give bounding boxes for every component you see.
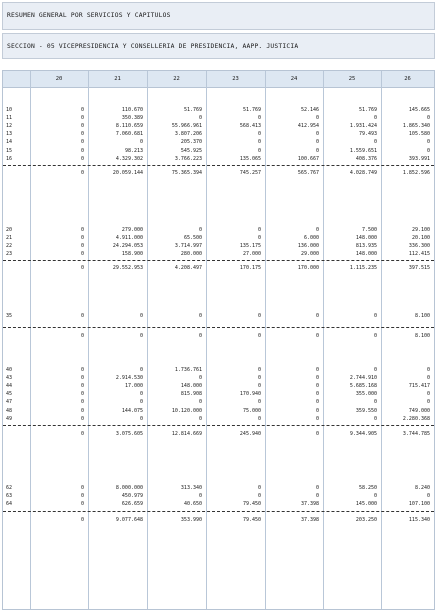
row-value: 4.911.000: [115, 235, 143, 242]
row-value: 0: [373, 115, 377, 122]
row-value: 0: [80, 227, 84, 233]
row-value: 0: [198, 375, 202, 382]
row-value: 0: [426, 399, 430, 406]
row-value: 20.059.144: [112, 169, 143, 176]
row-value: 58.250: [358, 485, 377, 491]
row-value: 4.329.302: [115, 155, 143, 162]
table-row: [3, 408, 434, 415]
row-code: 15: [6, 147, 13, 154]
row-value: 0: [80, 131, 84, 138]
row-value: 0: [80, 123, 84, 130]
row-value: 0: [80, 517, 84, 524]
row-value: 0: [426, 493, 430, 500]
table-row: [3, 399, 434, 406]
row-value: 0: [373, 333, 377, 340]
row-value: 110.670: [121, 107, 143, 113]
row-value: 145.665: [408, 107, 430, 113]
row-value: 105.580: [408, 131, 430, 138]
row-value: 6.000: [303, 235, 319, 242]
column-header: 20: [55, 76, 63, 82]
row-value: 27.000: [242, 251, 261, 258]
subtotal-separator: [3, 425, 434, 426]
row-value: 135.175: [239, 243, 261, 250]
row-value: 79.450: [242, 501, 261, 508]
row-value: 0: [198, 313, 202, 319]
row-value: 203.250: [355, 517, 377, 524]
row-value: 2.914.530: [115, 375, 143, 382]
row-value: 29.100: [411, 227, 430, 233]
row-value: 279.000: [121, 227, 143, 233]
row-value: 0: [315, 415, 319, 422]
row-value: 0: [80, 313, 84, 319]
row-value: 100.667: [297, 155, 319, 162]
row-value: 75.365.394: [171, 169, 202, 176]
row-value: 0: [139, 399, 143, 406]
row-value: 359.550: [355, 407, 377, 414]
row-value: 0: [315, 391, 319, 398]
row-code: 23: [6, 251, 13, 258]
row-value: 29.552.953: [112, 265, 143, 272]
row-value: 0: [426, 367, 430, 373]
row-value: 0: [198, 115, 202, 122]
row-value: 40.650: [183, 501, 202, 508]
row-value: 2.280.368: [402, 415, 430, 422]
row-value: 0: [257, 131, 261, 138]
table-row: [3, 139, 434, 146]
table-row: [3, 383, 434, 390]
row-value: 0: [80, 107, 84, 113]
row-value: 393.991: [408, 155, 430, 162]
row-value: 0: [257, 485, 261, 491]
row-code: 62: [6, 485, 13, 491]
row-value: 0: [198, 399, 202, 406]
row-value: 3.744.785: [402, 430, 430, 437]
row-value: 3.075.605: [115, 430, 143, 437]
row-value: 0: [80, 243, 84, 250]
row-value: 148.000: [355, 235, 377, 242]
subtotal-row: [3, 431, 434, 438]
table-row: [3, 367, 434, 374]
row-value: 52.146: [300, 107, 319, 113]
row-code: 35: [6, 313, 13, 319]
row-value: 1.865.340: [402, 123, 430, 130]
row-value: 715.417: [408, 383, 430, 390]
row-value: 0: [257, 367, 261, 373]
row-value: 0: [139, 415, 143, 422]
row-value: 20.100: [411, 235, 430, 242]
row-value: 813.935: [355, 243, 377, 250]
row-code: 43: [6, 375, 13, 382]
row-value: 3.714.997: [174, 243, 202, 250]
row-value: 0: [139, 391, 143, 398]
row-value: 8.100: [414, 333, 430, 340]
row-value: 5.685.168: [349, 383, 377, 390]
table-row: [3, 501, 434, 508]
row-value: 0: [257, 383, 261, 390]
row-value: 0: [373, 493, 377, 500]
row-code: 63: [6, 493, 13, 500]
table-row: [3, 107, 434, 114]
column-header: 24: [290, 76, 298, 82]
row-value: 0: [139, 367, 143, 373]
row-code: 11: [6, 115, 13, 122]
row-value: 112.415: [408, 251, 430, 258]
row-value: 115.340: [408, 517, 430, 524]
row-value: 170.175: [239, 265, 261, 272]
row-value: 0: [315, 131, 319, 138]
row-value: 1.931.424: [349, 123, 377, 130]
row-value: 0: [80, 147, 84, 154]
subtotal-row: [3, 265, 434, 272]
row-value: 280.000: [180, 251, 202, 258]
row-value: 148.000: [180, 383, 202, 390]
row-value: 355.000: [355, 391, 377, 398]
report-title-band: [2, 2, 435, 30]
row-value: 0: [373, 415, 377, 422]
subtotal-row: [3, 333, 434, 340]
row-value: 0: [315, 313, 319, 319]
row-value: 0: [198, 333, 202, 340]
row-value: 749.000: [408, 407, 430, 414]
row-value: 98.213: [124, 147, 143, 154]
row-value: 0: [315, 399, 319, 406]
row-value: 0: [373, 139, 377, 146]
row-value: 0: [315, 485, 319, 491]
summary-table: [2, 70, 435, 610]
row-value: 0: [315, 407, 319, 414]
row-value: 136.000: [297, 243, 319, 250]
row-value: 1.559.651: [349, 147, 377, 154]
row-code: 20: [6, 227, 13, 233]
row-value: 0: [257, 493, 261, 500]
row-value: 4.028.749: [349, 169, 377, 176]
row-code: 40: [6, 367, 13, 373]
row-value: 170.000: [297, 265, 319, 272]
row-value: 397.515: [408, 265, 430, 272]
table-row: [3, 485, 434, 492]
row-value: 55.966.961: [171, 123, 202, 130]
row-value: 0: [80, 430, 84, 437]
row-value: 10.120.000: [171, 407, 202, 414]
row-value: 144.075: [121, 407, 143, 414]
row-value: 0: [80, 383, 84, 390]
row-value: 8.110.659: [115, 123, 143, 130]
table-row: [3, 148, 434, 155]
row-value: 565.767: [297, 169, 319, 176]
row-value: 0: [80, 139, 84, 146]
row-value: 0: [257, 235, 261, 242]
table-row: [3, 313, 434, 320]
row-value: 0: [257, 313, 261, 319]
row-value: 0: [426, 375, 430, 382]
row-value: 205.370: [180, 139, 202, 146]
row-value: 29.000: [300, 251, 319, 258]
row-code: 12: [6, 123, 13, 130]
row-value: 545.925: [180, 147, 202, 154]
table-row: [3, 375, 434, 382]
row-value: 1.852.596: [402, 169, 430, 176]
row-value: 0: [80, 485, 84, 491]
row-code: 13: [6, 131, 13, 138]
row-value: 0: [373, 313, 377, 319]
row-value: 336.300: [408, 243, 430, 250]
row-value: 412.954: [297, 123, 319, 130]
row-value: 0: [373, 399, 377, 406]
row-code: 44: [6, 383, 13, 390]
row-value: 0: [139, 313, 143, 319]
row-value: 815.908: [180, 391, 202, 398]
row-value: 745.257: [239, 169, 261, 176]
row-value: 568.413: [239, 123, 261, 130]
row-value: 245.940: [239, 430, 261, 437]
table-row: [3, 156, 434, 163]
row-value: 0: [315, 383, 319, 390]
row-value: 12.814.669: [171, 430, 202, 437]
row-value: 51.769: [358, 107, 377, 113]
row-value: 2.744.910: [349, 375, 377, 382]
row-value: 79.493: [358, 131, 377, 138]
row-value: 0: [198, 227, 202, 233]
row-code: 47: [6, 399, 13, 406]
row-code: 48: [6, 407, 13, 414]
column-header: 21: [114, 76, 121, 82]
row-value: 0: [80, 115, 84, 122]
row-value: 0: [373, 367, 377, 373]
row-value: 0: [80, 375, 84, 382]
row-value: 0: [257, 227, 261, 233]
report-title: RESUMEN GENERAL POR SERVICIOS Y CAPITULOS: [7, 12, 171, 19]
column-header: 22: [173, 76, 180, 82]
row-value: 7.500: [361, 227, 377, 233]
row-value: 170.940: [239, 391, 261, 398]
row-value: 0: [426, 139, 430, 146]
row-value: 0: [80, 169, 84, 176]
row-value: 0: [80, 501, 84, 508]
row-code: 22: [6, 243, 13, 250]
subtotal-separator: [3, 327, 434, 328]
row-value: 9.344.905: [349, 430, 377, 437]
subtotal-separator: [3, 511, 434, 512]
row-value: 313.340: [180, 485, 202, 491]
table-row: [3, 131, 434, 138]
row-value: 0: [315, 367, 319, 373]
subtotal-row: [3, 517, 434, 524]
row-value: 0: [315, 147, 319, 154]
row-value: 4.208.497: [174, 265, 202, 272]
row-value: 0: [315, 430, 319, 437]
column-header: 26: [404, 76, 411, 82]
row-value: 107.100: [408, 501, 430, 508]
row-value: 0: [257, 375, 261, 382]
row-value: 3.766.223: [174, 155, 202, 162]
row-value: 0: [315, 375, 319, 382]
row-value: 0: [80, 265, 84, 272]
section-title: SECCION - 05 VICEPRESIDENCIA Y CONSELLERIA DE PRESIDENCIA, AAPP. JUSTICIA: [7, 43, 299, 50]
row-code: 49: [6, 415, 13, 422]
table-row: [3, 227, 434, 234]
row-code: 45: [6, 391, 13, 398]
row-value: 0: [80, 367, 84, 373]
row-value: 65.500: [183, 235, 202, 242]
row-value: 0: [426, 115, 430, 122]
row-value: 0: [257, 415, 261, 422]
row-value: 37.398: [300, 501, 319, 508]
row-value: 626.659: [121, 501, 143, 508]
row-value: 0: [257, 333, 261, 340]
row-value: 135.065: [239, 155, 261, 162]
row-value: 0: [139, 139, 143, 146]
table-row: [3, 235, 434, 242]
subtotal-row: [3, 170, 434, 177]
row-value: 0: [315, 139, 319, 146]
row-value: 0: [80, 407, 84, 414]
row-value: 0: [198, 493, 202, 500]
row-value: 0: [80, 391, 84, 398]
row-value: 0: [257, 399, 261, 406]
row-value: 0: [257, 115, 261, 122]
row-value: 0: [315, 227, 319, 233]
column-header: 23: [232, 76, 239, 82]
table-row: [3, 493, 434, 500]
row-value: 8.240: [414, 485, 430, 491]
row-value: 0: [426, 147, 430, 154]
table-row: [3, 243, 434, 250]
row-value: 37.398: [300, 517, 319, 524]
row-value: 51.769: [183, 107, 202, 113]
row-value: 158.900: [121, 251, 143, 258]
row-code: 10: [6, 107, 13, 113]
row-value: 350.389: [121, 115, 143, 122]
row-value: 0: [80, 155, 84, 162]
row-value: 145.000: [355, 501, 377, 508]
row-value: 8.000.000: [115, 485, 143, 491]
row-value: 0: [80, 415, 84, 422]
row-value: 353.990: [180, 517, 202, 524]
row-value: 408.376: [355, 155, 377, 162]
subtotal-separator: [3, 165, 434, 166]
table-row: [3, 251, 434, 258]
row-value: 0: [80, 235, 84, 242]
row-value: 0: [139, 333, 143, 340]
table-row: [3, 391, 434, 398]
row-value: 1.736.761: [174, 367, 202, 373]
row-value: 9.077.648: [115, 517, 143, 524]
row-value: 0: [198, 415, 202, 422]
row-value: 0: [80, 493, 84, 500]
table-row: [3, 123, 434, 130]
row-value: 8.100: [414, 313, 430, 319]
row-value: 79.450: [242, 517, 261, 524]
subtotal-separator: [3, 260, 434, 261]
section-band: [2, 33, 435, 59]
table-row: [3, 115, 434, 122]
row-value: 0: [315, 333, 319, 340]
row-value: 0: [315, 493, 319, 500]
row-value: 24.294.053: [112, 243, 143, 250]
row-value: 0: [80, 399, 84, 406]
row-value: 148.000: [355, 251, 377, 258]
row-value: 75.000: [242, 407, 261, 414]
table-header: [3, 71, 434, 88]
row-value: 7.060.681: [115, 131, 143, 138]
row-code: 21: [6, 235, 13, 242]
row-value: 0: [426, 391, 430, 398]
row-value: 0: [257, 147, 261, 154]
row-code: 14: [6, 139, 13, 146]
row-value: 51.769: [242, 107, 261, 113]
row-value: 0: [257, 139, 261, 146]
row-code: 64: [6, 501, 13, 508]
column-header: 25: [348, 76, 356, 82]
row-value: 450.979: [121, 493, 143, 500]
row-value: 17.000: [124, 383, 143, 390]
table-row: [3, 416, 434, 423]
row-code: 16: [6, 155, 13, 162]
row-value: 0: [315, 115, 319, 122]
row-value: 3.807.206: [174, 131, 202, 138]
row-value: 0: [80, 333, 84, 340]
row-value: 0: [80, 251, 84, 258]
row-value: 1.115.235: [349, 265, 377, 272]
